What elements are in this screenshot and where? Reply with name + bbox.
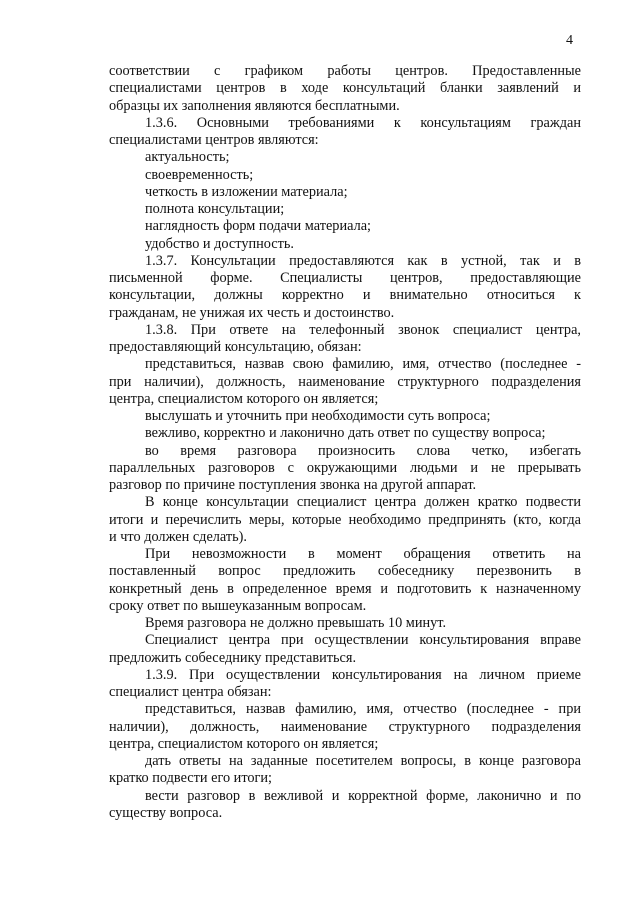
text-line: соответствии с графиком работы центров. Предоставленные: [109, 63, 581, 79]
text-line: кратко подвести его итоги;: [109, 770, 273, 787]
text-line: специалистами центров в ходе консультаций бланки заявлений и: [109, 80, 581, 97]
text-line: специалистами центров являются:: [109, 132, 319, 148]
text-line: сроку ответ по вышеуказанным вопросам.: [109, 597, 367, 614]
text-line: итоги и перечислить меры, которые необходимо предпринять (кто, когда: [109, 511, 581, 528]
text-line: разговор по причине поступления звонка на другой аппарат.: [109, 477, 477, 493]
text-line: 1.3.7. Консультации предоставляются как в устной, так и в: [145, 252, 581, 269]
text-line: предоставляющий консультацию, обязан:: [109, 339, 362, 355]
page-number: 4: [566, 33, 573, 48]
text-line: образцы их заполнения являются бесплатными.: [109, 97, 400, 114]
text-line: наличии), должность, наименование структурного подразделения: [109, 718, 581, 735]
text-line: центра, специалистом которого он является;: [109, 390, 379, 407]
text-line: При невозможности в момент обращения ответить на: [145, 546, 581, 562]
text-line: во время разговора произносить слова четко, избегать: [145, 442, 581, 459]
text-line: Время разговора не должно превышать 10 минут.: [145, 615, 447, 631]
text-line: В конце консультации специалист центра должен кратко подвести: [145, 494, 581, 511]
text-line: своевременность;: [145, 166, 254, 183]
document-body: [109, 63, 581, 822]
text-line: актуальность;: [145, 149, 230, 166]
text-line: наглядность форм подачи материала;: [145, 218, 372, 235]
text-line: 1.3.8. При ответе на телефонный звонок специалист центра,: [145, 321, 581, 338]
text-line: 1.3.6. Основными требованиями к консультациям граждан: [145, 114, 581, 131]
text-line: 1.3.9. При осуществлении консультирования на личном приеме: [145, 666, 581, 683]
text-line: предложить собеседнику представиться.: [109, 649, 357, 666]
text-line: вести разговор в вежливой и корректной форме, лаконично и по: [145, 787, 581, 804]
text-line: удобство и доступность.: [145, 235, 294, 252]
text-line: письменной форме. Специалисты центров, предоставляющие: [109, 270, 581, 286]
text-line: выслушать и уточнить при необходимости суть вопроса;: [145, 408, 491, 424]
text-line: консультации, должны корректно и внимательно относиться к: [109, 287, 581, 304]
text-line: Специалист центра при осуществлении консультирования вправе: [145, 632, 581, 649]
text-line: конкретный день в определенное время и подготовить к назначенному: [109, 580, 581, 597]
text-line: центра, специалистом которого он является;: [109, 735, 379, 752]
text-line: дать ответы на заданные посетителем вопросы, в конце разговора: [145, 753, 581, 769]
text-line: при наличии), должность, наименование структурного подразделения: [109, 373, 581, 390]
text-line: вежливо, корректно и лаконично дать ответ по существу вопроса;: [145, 425, 546, 442]
text-line: гражданам, не унижая их честь и достоинство.: [109, 304, 395, 321]
text-line: специалист центра обязан:: [109, 684, 272, 700]
text-line: параллельных разговоров с окружающими людьми и не прерывать: [109, 459, 581, 476]
text-line: представиться, назвав фамилию, имя, отчество (последнее - при: [145, 701, 581, 718]
text-line: поставленный вопрос предложить собеседнику перезвонить в: [109, 563, 581, 580]
text-line: полнота консультации;: [145, 201, 285, 217]
text-line: четкость в изложении материала;: [145, 183, 348, 200]
text-line: существу вопроса.: [109, 804, 223, 821]
text-line: представиться, назвав свою фамилию, имя, отчество (последнее -: [145, 356, 581, 373]
text-line: и что должен сделать).: [109, 528, 248, 545]
